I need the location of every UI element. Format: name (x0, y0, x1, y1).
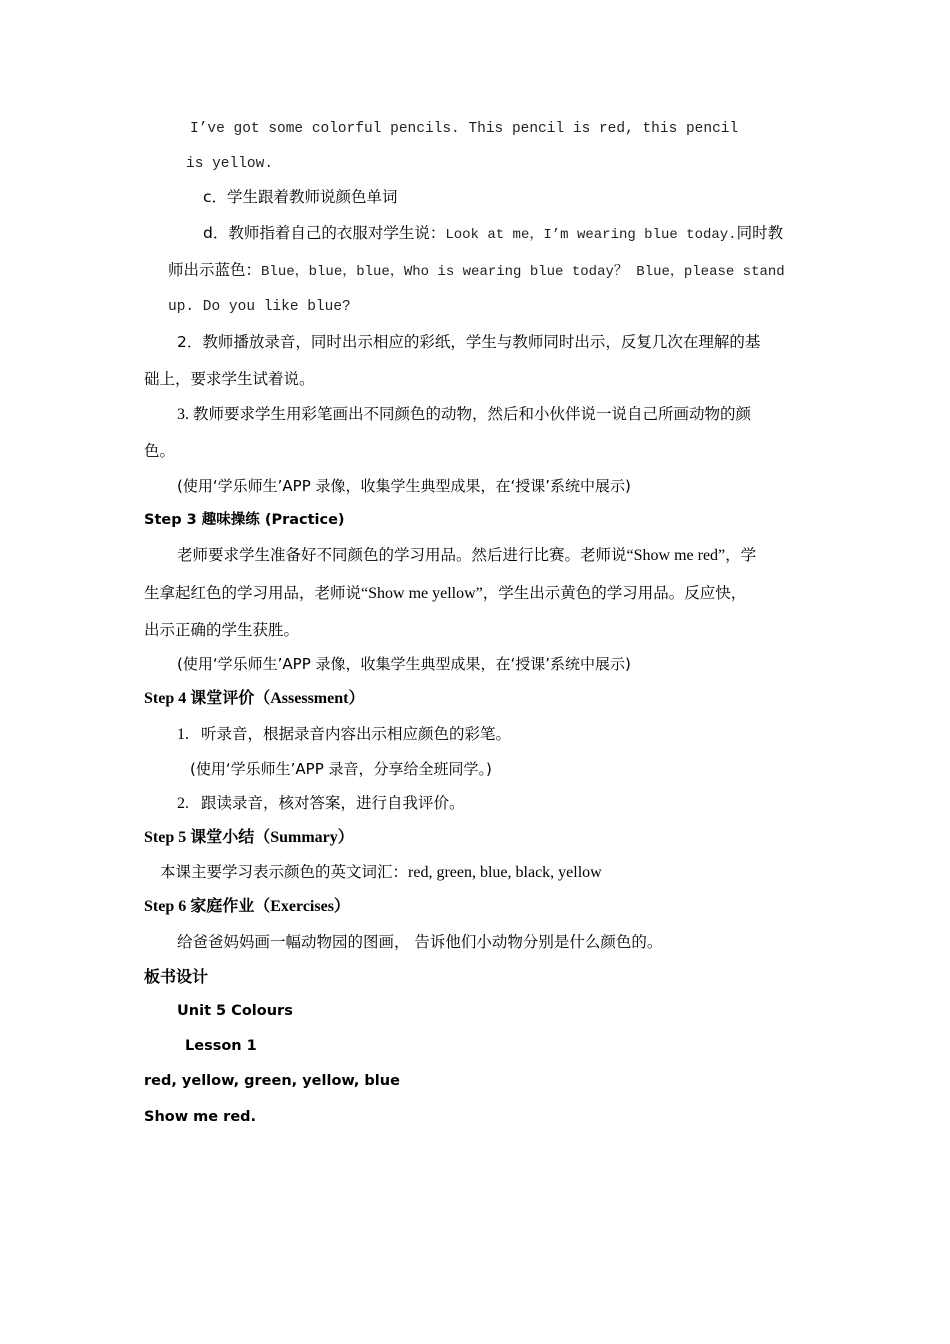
lesson-text-segment: ，学 (725, 546, 757, 564)
lesson-text-line: 色。 (144, 442, 176, 460)
lesson-text-line: is yellow. (186, 156, 274, 172)
lesson-text-line: 给爸爸妈妈画一幅动物园的图画， 告诉他们小动物分别是什么颜色的。 (177, 933, 663, 951)
lesson-text-segment: ，学生出示黄色的学习用品。反应快， (482, 584, 747, 602)
lesson-text-line (160, 861, 602, 884)
board-unit-title: Unit 5 Colours (177, 1003, 293, 1019)
assessment-item-2 (177, 792, 465, 815)
lesson-step-d (203, 222, 783, 246)
lesson-text-segment: “Show me yellow” (361, 585, 483, 602)
app-usage-note: (使用‘学乐师生’APP 录像，收集学生典型成果，在‘授课’系统中展示) (177, 477, 631, 495)
lesson-text-segment: “Show me red” (626, 547, 726, 564)
app-usage-note: (使用‘学乐师生’APP 录像，收集学生典型成果，在‘授课’系统中展示) (177, 655, 631, 673)
board-design-heading: 板书设计 (144, 967, 209, 986)
lesson-text-segment: d．教师指着自己的衣服对学生说： (203, 224, 446, 242)
lesson-text-line: I’ve got some colorful pencils. This pencil is red, this pencil (190, 121, 739, 137)
assessment-item-1 (177, 723, 511, 746)
lesson-text-segment: Look at me，I’m wearing blue today. (445, 227, 737, 243)
lesson-text-segment: 教师要求学生用彩笔画出不同颜色的动物，然后和小伙伴说一说自己所画动物的颜 (193, 405, 752, 423)
lesson-text-line: 出示正确的学生获胜。 (144, 621, 300, 639)
lesson-text-segment: 本课主要学习表示颜色的英文词汇： (160, 863, 409, 881)
lesson-text-segment: 2. (177, 795, 189, 812)
lesson-text-segment: 跟读录音，核对答案，进行自我评价。 (201, 794, 465, 812)
board-sentence: Show me red. (144, 1109, 257, 1125)
lesson-text-segment: 老师要求学生准备好不同颜色的学习用品。然后进行比赛。老师说 (177, 546, 627, 564)
board-vocabulary: red, yellow, green, yellow, blue (144, 1073, 400, 1089)
lesson-step-c: c．学生跟着教师说颜色单词 (203, 188, 398, 206)
lesson-text-segment: 1. (177, 726, 189, 743)
lesson-text-segment: 生拿起红色的学习用品，老师说 (144, 584, 362, 602)
lesson-text-line: 础上，要求学生试着说。 (144, 370, 315, 388)
lesson-text-line (168, 259, 785, 283)
board-lesson-title: Lesson 1 (185, 1038, 257, 1054)
step-5-heading: Step 5 课堂小结（Summary） (144, 829, 354, 846)
lesson-step-2: 2．教师播放录音，同时出示相应的彩纸，学生与教师同时出示，反复几次在理解的基 (177, 333, 761, 351)
lesson-text-segment: 3. (177, 406, 189, 423)
step-6-heading: Step 6 家庭作业（Exercises） (144, 898, 350, 915)
lesson-text-segment: Blue，blue，blue，Who is wearing blue today？ Blue，please stand (261, 264, 785, 280)
lesson-text-line: up. Do you like blue? (168, 299, 351, 315)
step-4-heading: Step 4 课堂评价（Assessment） (144, 690, 365, 707)
lesson-step-3 (177, 403, 751, 426)
step-3-heading: Step 3 趣味操练 (Practice) (144, 512, 345, 528)
app-usage-note: (使用‘学乐师生’APP 录音，分享给全班同学。) (190, 760, 492, 778)
lesson-text-segment: red, green, blue, black, yellow (408, 864, 602, 881)
lesson-text-segment: 听录音，根据录音内容出示相应颜色的彩笔。 (201, 725, 512, 743)
lesson-text-segment: 同时教 (736, 224, 784, 242)
lesson-text-line (144, 582, 746, 605)
lesson-text-line (177, 544, 756, 567)
lesson-text-segment: 师出示蓝色： (168, 261, 262, 279)
